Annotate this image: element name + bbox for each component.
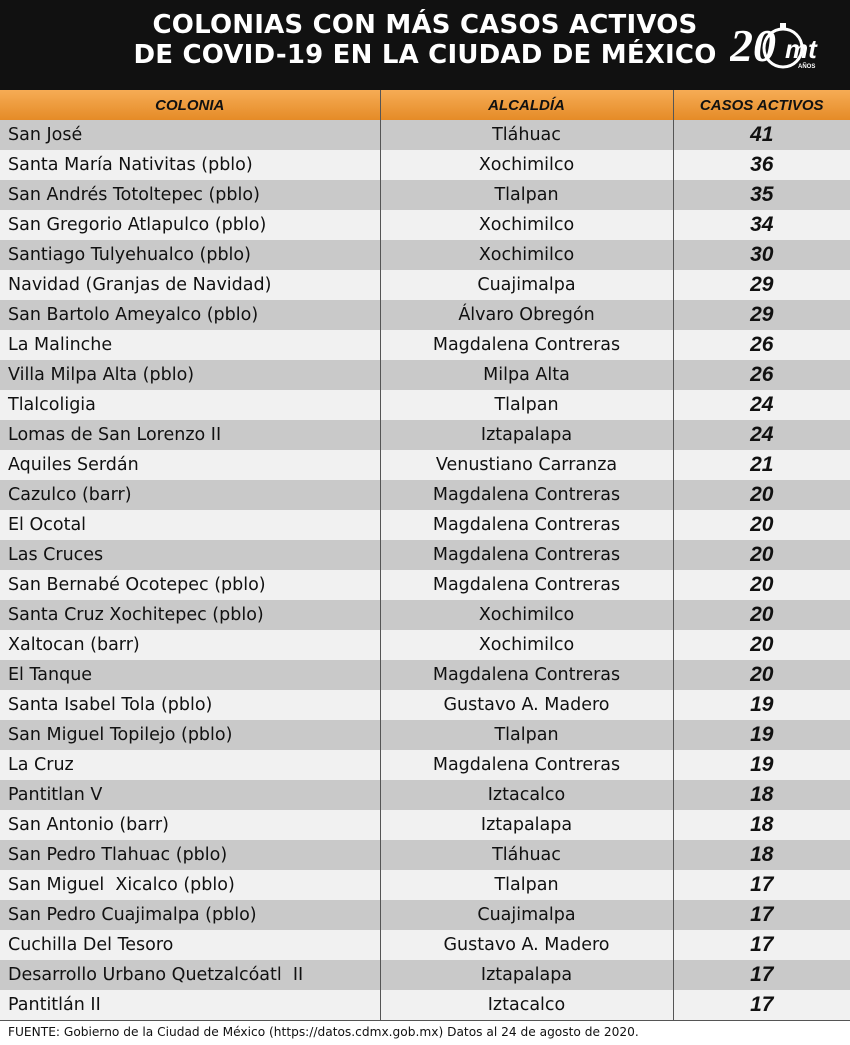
cell-alcaldia: Venustiano Carranza	[380, 450, 673, 480]
cell-casos-activos: 20	[673, 510, 850, 540]
table-row	[0, 720, 850, 750]
cell-alcaldia: Tlalpan	[380, 720, 673, 750]
cell-casos-activos: 20	[673, 600, 850, 630]
cell-colonia: Navidad (Granjas de Navidad)	[0, 270, 380, 300]
cell-colonia: Las Cruces	[0, 540, 380, 570]
cell-colonia: Aquiles Serdán	[0, 450, 380, 480]
cell-colonia: La Malinche	[0, 330, 380, 360]
cell-alcaldia: Cuajimalpa	[380, 900, 673, 930]
cell-alcaldia: Magdalena Contreras	[380, 510, 673, 540]
table-row	[0, 300, 850, 330]
cell-colonia: San Bernabé Ocotepec (pblo)	[0, 570, 380, 600]
cell-casos-activos: 17	[673, 960, 850, 990]
cell-alcaldia: Iztapalapa	[380, 960, 673, 990]
cell-alcaldia: Gustavo A. Madero	[380, 930, 673, 960]
cell-casos-activos: 20	[673, 540, 850, 570]
table-body	[0, 120, 850, 1020]
logo-brand: mt	[785, 34, 817, 64]
cell-colonia: Santa María Nativitas (pblo)	[0, 150, 380, 180]
cell-casos-activos: 26	[673, 330, 850, 360]
cell-colonia: San Pedro Cuajimalpa (pblo)	[0, 900, 380, 930]
table-row	[0, 690, 850, 720]
cell-casos-activos: 20	[673, 480, 850, 510]
cell-colonia: El Ocotal	[0, 510, 380, 540]
cell-alcaldia: Tláhuac	[380, 120, 673, 150]
table-row	[0, 660, 850, 690]
cell-colonia: Santiago Tulyehualco (pblo)	[0, 240, 380, 270]
cell-alcaldia: Xochimilco	[380, 630, 673, 660]
cell-casos-activos: 19	[673, 750, 850, 780]
table-row	[0, 840, 850, 870]
table-row	[0, 570, 850, 600]
cell-casos-activos: 17	[673, 870, 850, 900]
cell-alcaldia: Xochimilco	[380, 600, 673, 630]
cell-casos-activos: 35	[673, 180, 850, 210]
cell-casos-activos: 21	[673, 450, 850, 480]
cell-colonia: Pantitlán II	[0, 990, 380, 1020]
cell-alcaldia: Iztapalapa	[380, 420, 673, 450]
cell-casos-activos: 17	[673, 900, 850, 930]
table-row	[0, 630, 850, 660]
column-header-colonia: COLONIA	[0, 90, 380, 120]
title-line-1: COLONIAS CON MÁS CASOS ACTIVOS	[152, 10, 698, 40]
cell-alcaldia: Cuajimalpa	[380, 270, 673, 300]
cell-casos-activos: 26	[673, 360, 850, 390]
column-header-alcaldia: ALCALDÍA	[380, 90, 673, 120]
cell-casos-activos: 17	[673, 990, 850, 1020]
cell-casos-activos: 41	[673, 120, 850, 150]
cell-alcaldia: Álvaro Obregón	[380, 300, 673, 330]
table-header-row	[0, 90, 850, 120]
logo-suffix: AÑOS	[798, 64, 816, 70]
cell-alcaldia: Milpa Alta	[380, 360, 673, 390]
cell-colonia: San José	[0, 120, 380, 150]
cell-casos-activos: 18	[673, 840, 850, 870]
table-row	[0, 480, 850, 510]
cell-colonia: San Miguel Topilejo (pblo)	[0, 720, 380, 750]
milenio-20-anos-logo	[730, 14, 825, 74]
cell-colonia: Tlalcoligia	[0, 390, 380, 420]
table-row	[0, 750, 850, 780]
table-row	[0, 210, 850, 240]
cell-colonia: Lomas de San Lorenzo II	[0, 420, 380, 450]
cell-colonia: San Bartolo Ameyalco (pblo)	[0, 300, 380, 330]
cell-alcaldia: Magdalena Contreras	[380, 540, 673, 570]
cell-colonia: La Cruz	[0, 750, 380, 780]
cell-alcaldia: Tlalpan	[380, 390, 673, 420]
cell-colonia: El Tanque	[0, 660, 380, 690]
table-row	[0, 240, 850, 270]
cell-alcaldia: Iztacalco	[380, 780, 673, 810]
page-title	[0, 10, 850, 70]
table-row	[0, 150, 850, 180]
cell-alcaldia: Tlalpan	[380, 180, 673, 210]
source-note: FUENTE: Gobierno de la Ciudad de México (https://datos.cdmx.gob.mx) Datos al 24 de agosto de 2020.	[0, 1020, 850, 1045]
cell-casos-activos: 30	[673, 240, 850, 270]
cell-casos-activos: 18	[673, 780, 850, 810]
cases-table	[0, 90, 850, 1020]
column-header-casos-activos: CASOS ACTIVOS	[673, 90, 850, 120]
cell-casos-activos: 34	[673, 210, 850, 240]
table-row	[0, 990, 850, 1020]
table-row	[0, 900, 850, 930]
cell-colonia: Villa Milpa Alta (pblo)	[0, 360, 380, 390]
cell-casos-activos: 29	[673, 270, 850, 300]
header-bar	[0, 0, 850, 90]
table-row	[0, 870, 850, 900]
cell-alcaldia: Gustavo A. Madero	[380, 690, 673, 720]
cell-alcaldia: Tláhuac	[380, 840, 673, 870]
cell-colonia: Santa Cruz Xochitepec (pblo)	[0, 600, 380, 630]
cell-colonia: Desarrollo Urbano Quetzalcóatl II	[0, 960, 380, 990]
table-row	[0, 510, 850, 540]
cell-alcaldia: Tlalpan	[380, 870, 673, 900]
cell-colonia: Cazulco (barr)	[0, 480, 380, 510]
table-row	[0, 810, 850, 840]
cell-alcaldia: Xochimilco	[380, 210, 673, 240]
cell-alcaldia: Xochimilco	[380, 240, 673, 270]
cell-colonia: San Antonio (barr)	[0, 810, 380, 840]
cell-casos-activos: 20	[673, 660, 850, 690]
cell-alcaldia: Magdalena Contreras	[380, 330, 673, 360]
table-row	[0, 390, 850, 420]
cell-colonia: Santa Isabel Tola (pblo)	[0, 690, 380, 720]
cell-casos-activos: 29	[673, 300, 850, 330]
cell-colonia: San Gregorio Atlapulco (pblo)	[0, 210, 380, 240]
table-row	[0, 360, 850, 390]
cell-alcaldia: Magdalena Contreras	[380, 480, 673, 510]
table-row	[0, 330, 850, 360]
cell-colonia: San Pedro Tlahuac (pblo)	[0, 840, 380, 870]
cell-casos-activos: 20	[673, 570, 850, 600]
table-row	[0, 420, 850, 450]
logo-number: 20	[730, 20, 776, 71]
table-row	[0, 540, 850, 570]
cell-colonia: Xaltocan (barr)	[0, 630, 380, 660]
cell-casos-activos: 24	[673, 420, 850, 450]
cell-casos-activos: 36	[673, 150, 850, 180]
cell-casos-activos: 20	[673, 630, 850, 660]
cell-casos-activos: 18	[673, 810, 850, 840]
cell-colonia: Cuchilla Del Tesoro	[0, 930, 380, 960]
cell-alcaldia: Xochimilco	[380, 150, 673, 180]
table-row	[0, 930, 850, 960]
cell-casos-activos: 19	[673, 720, 850, 750]
cell-alcaldia: Magdalena Contreras	[380, 750, 673, 780]
cell-alcaldia: Magdalena Contreras	[380, 570, 673, 600]
cell-casos-activos: 17	[673, 930, 850, 960]
cell-alcaldia: Iztacalco	[380, 990, 673, 1020]
table-row	[0, 600, 850, 630]
cell-casos-activos: 19	[673, 690, 850, 720]
table-row	[0, 450, 850, 480]
cell-colonia: Pantitlan V	[0, 780, 380, 810]
table-row	[0, 180, 850, 210]
cell-casos-activos: 24	[673, 390, 850, 420]
table-row	[0, 270, 850, 300]
table-row	[0, 120, 850, 150]
cell-colonia: San Miguel Xicalco (pblo)	[0, 870, 380, 900]
cell-alcaldia: Magdalena Contreras	[380, 660, 673, 690]
cell-colonia: San Andrés Totoltepec (pblo)	[0, 180, 380, 210]
cell-alcaldia: Iztapalapa	[380, 810, 673, 840]
table-row	[0, 960, 850, 990]
title-line-2: DE COVID-19 EN LA CIUDAD DE MÉXICO	[133, 40, 717, 70]
table-row	[0, 780, 850, 810]
